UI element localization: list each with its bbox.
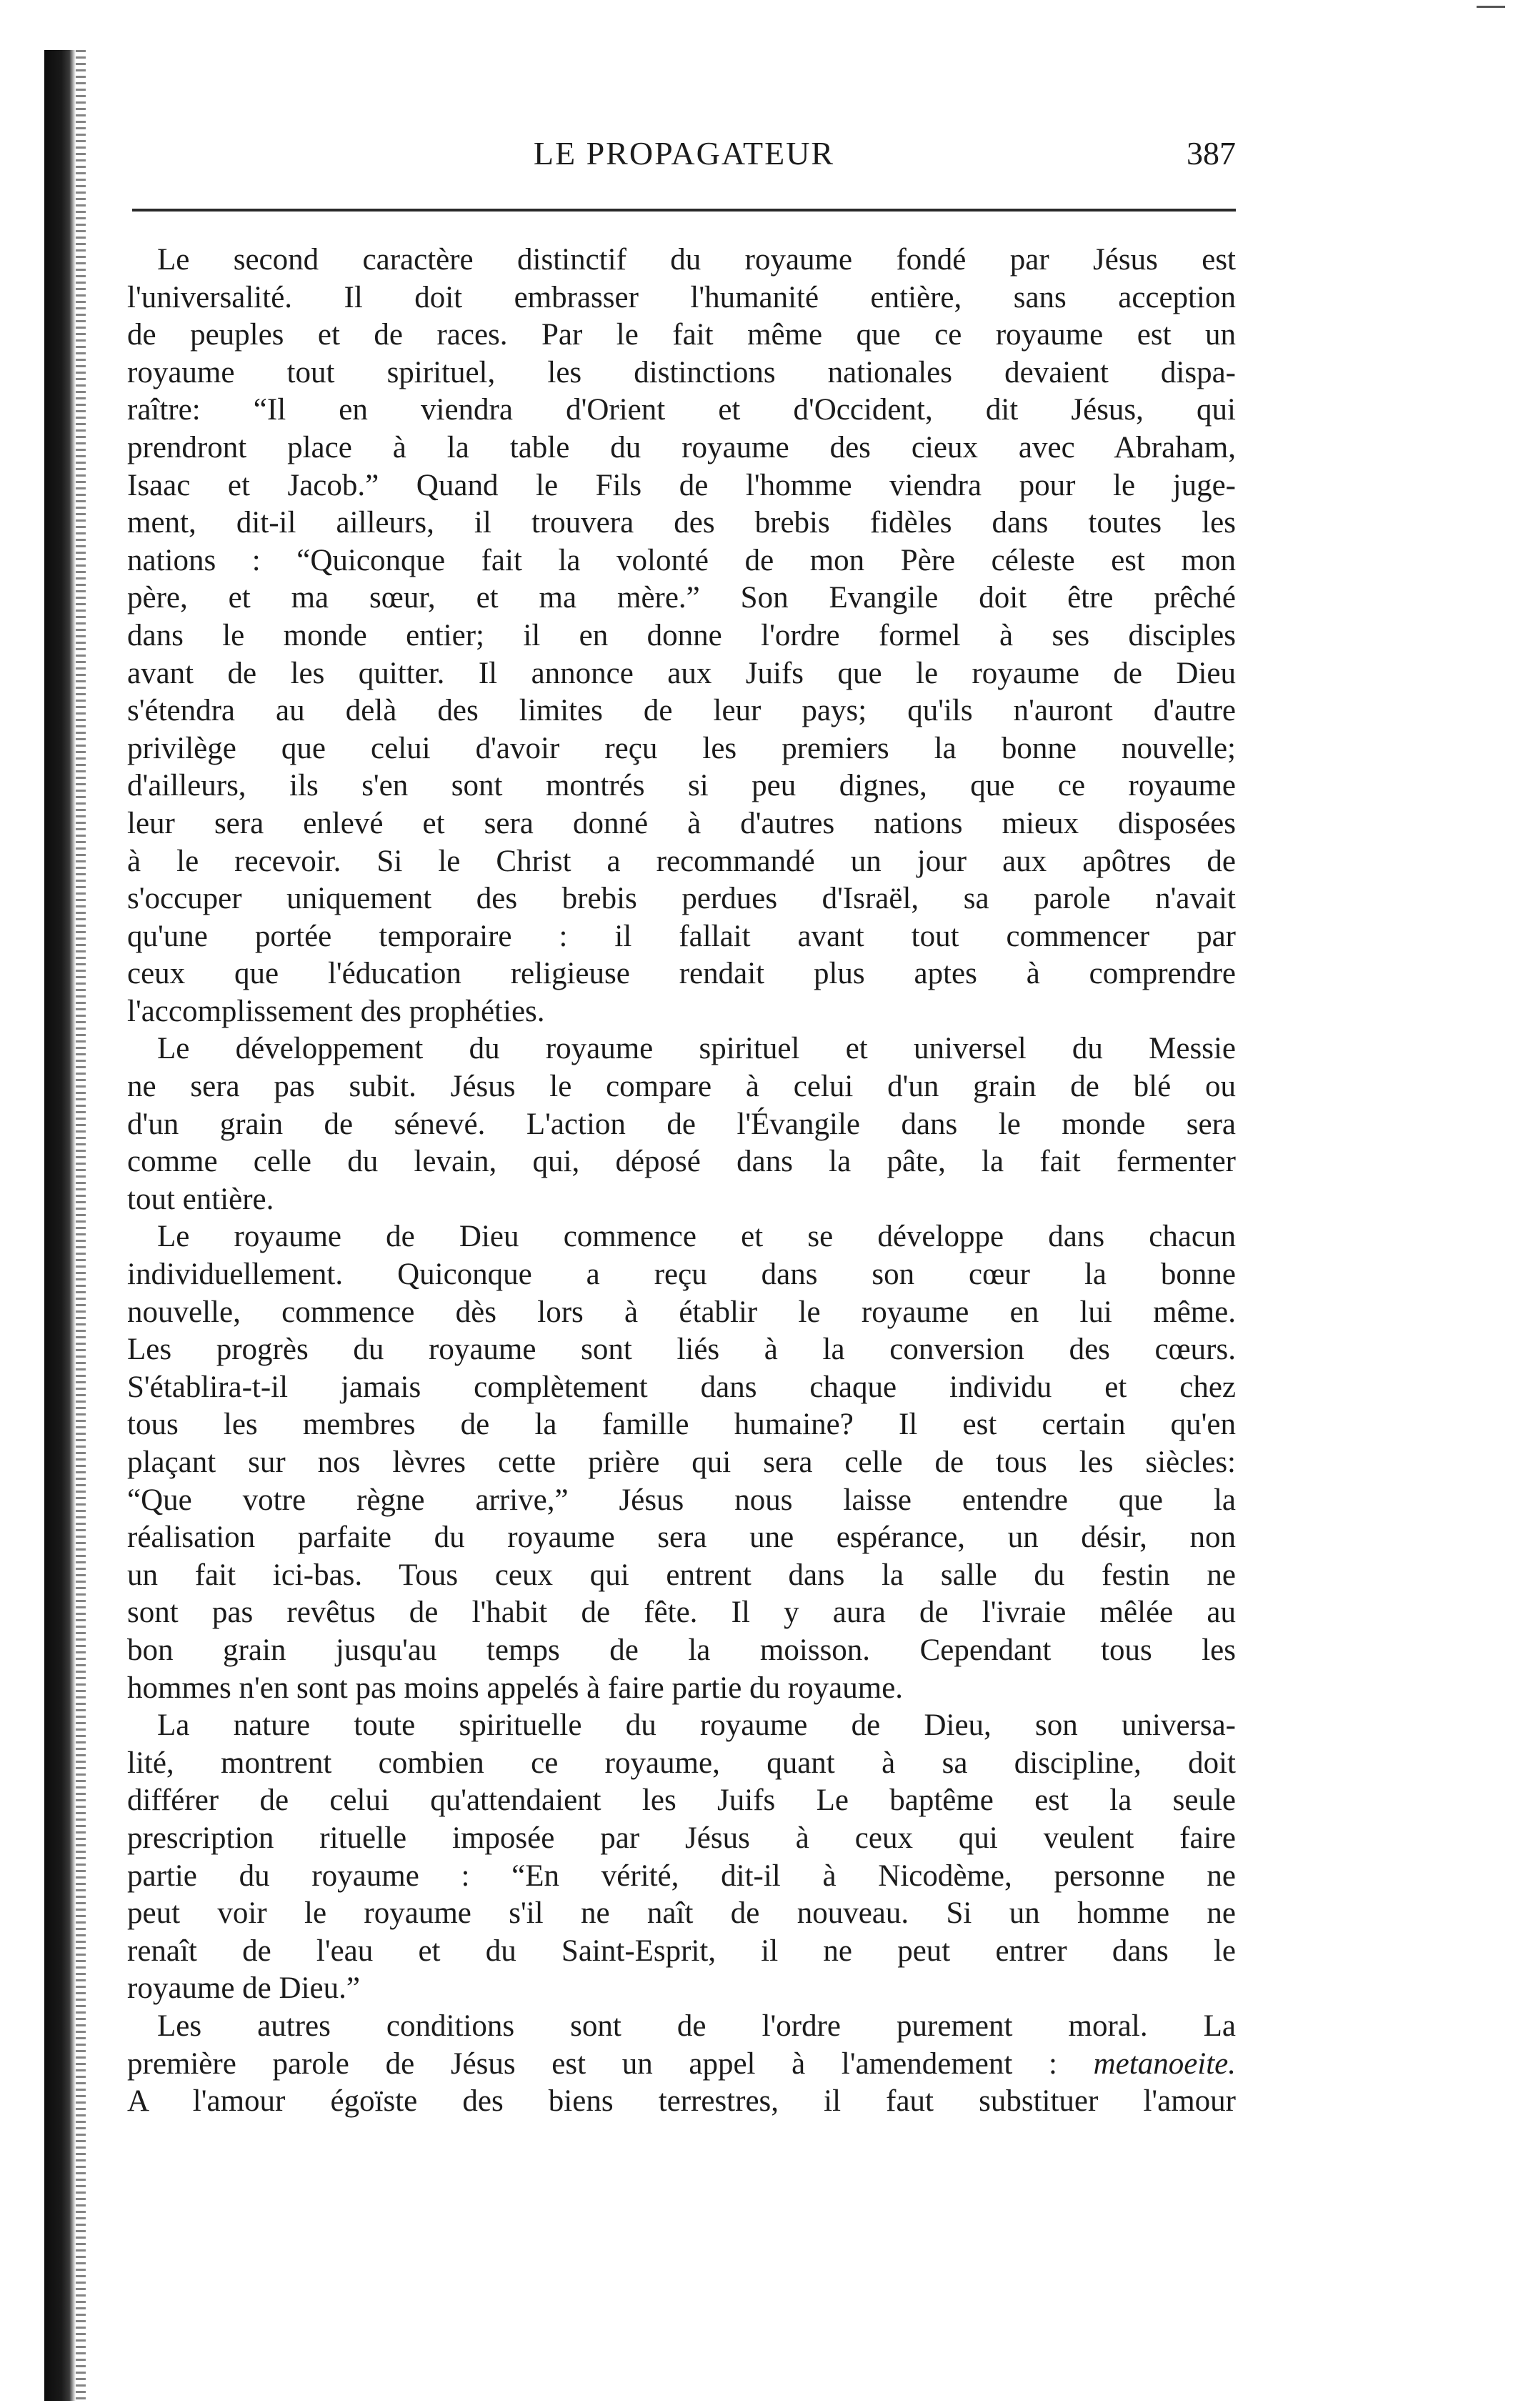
text-line: “Que votre règne arrive,” Jésus nous laisse entendre que la <box>127 1483 1236 1517</box>
text-line: individuellement. Quiconque a reçu dans son cœur la bonne <box>127 1258 1236 1292</box>
text-line: partie du royaume : “En vérité, dit-il à Nicodème, personne ne <box>127 1859 1236 1893</box>
text-line: réalisation parfaite du royaume sera une espérance, un désir, non <box>127 1521 1236 1555</box>
text-line: bon grain jusqu'au temps de la moisson. Cependant tous les <box>127 1633 1236 1667</box>
text-line: s'étendra au delà des limites de leur pays; qu'ils n'auront d'autre <box>127 694 1236 728</box>
text-line: d'un grain de sénevé. L'action de l'Évangile dans le monde sera <box>127 1107 1236 1141</box>
text-line: s'occuper uniquement des brebis perdues d'Israël, sa parole n'avait <box>127 882 1236 916</box>
text-line: ceux que l'éducation religieuse rendait plus aptes à comprendre <box>127 957 1236 991</box>
text-line: tout entière. <box>127 1182 274 1216</box>
header-rule <box>132 209 1236 212</box>
text-line: tous les membres de la famille humaine? Il est certain qu'en <box>127 1408 1236 1442</box>
text-line: l'universalité. Il doit embrasser l'humanité entière, sans acception <box>127 280 1236 314</box>
running-title: LE PROPAGATEUR <box>533 135 835 171</box>
corner-mark <box>1477 6 1505 8</box>
text-line: avant de les quitter. Il annonce aux Juifs que le royaume de Dieu <box>127 656 1236 690</box>
text-line: à le recevoir. Si le Christ a recommandé un jour aux apôtres de <box>127 844 1236 878</box>
text-line: leur sera enlevé et sera donné à d'autres nations mieux disposées <box>127 806 1236 840</box>
text-line: comme celle du levain, qui, déposé dans la pâte, la fait fermenter <box>127 1145 1236 1179</box>
text-line: dans le monde entier; il en donne l'ordre formel à ses disciples <box>127 618 1236 652</box>
page-number: 387 <box>1187 135 1236 171</box>
text-line: A l'amour égoïste des biens terrestres, il faut substituer l'amour <box>127 2084 1236 2119</box>
text-line: ment, dit-il ailleurs, il trouvera des brebis fidèles dans toutes les <box>127 506 1236 540</box>
paragraph <box>127 1030 1236 1218</box>
text-line: lité, montrent combien ce royaume, quant à sa discipline, doit <box>127 1746 1236 1780</box>
text-line: différer de celui qu'attendaient les Juifs Le baptême est la seule <box>127 1783 1236 1818</box>
paragraph <box>127 242 1236 1030</box>
text-line <box>127 2046 1236 2084</box>
text-line: plaçant sur nos lèvres cette prière qui sera celle de tous les siècles: <box>127 1446 1236 1479</box>
paragraph <box>127 1707 1236 2008</box>
text-line: Le royaume de Dieu commence et se développe dans chacun <box>157 1220 1236 1254</box>
paragraph <box>127 1218 1236 1707</box>
text-line: hommes n'en sont pas moins appelés à faire partie du royaume. <box>127 1671 904 1705</box>
text-line: qu'une portée temporaire : il fallait avant tout commencer par <box>127 919 1236 953</box>
page-header <box>132 134 1236 184</box>
text-line: prescription rituelle imposée par Jésus à ceux qui veulent faire <box>127 1821 1236 1855</box>
text-line: Les autres conditions sont de l'ordre purement moral. La <box>157 2009 1236 2043</box>
text-line: prendront place à la table du royaume des cieux avec Abraham, <box>127 430 1236 464</box>
text-line: Les progrès du royaume sont liés à la conversion des cœurs. <box>127 1333 1236 1367</box>
text-line: peut voir le royaume s'il ne naît de nouveau. Si un homme ne <box>127 1896 1236 1931</box>
body-text <box>127 242 1236 2121</box>
text-line: Le second caractère distinctif du royaume fondé par Jésus est <box>157 243 1236 277</box>
text-line: renaît de l'eau et du Saint-Esprit, il ne peut entrer dans le <box>127 1934 1236 1968</box>
text-line: de peuples et de races. Par le fait même que ce royaume est un <box>127 318 1236 352</box>
text-line: Le développement du royaume spirituel et universel du Messie <box>157 1032 1236 1066</box>
text-line: d'ailleurs, ils s'en sont montrés si peu dignes, que ce royaume <box>127 769 1236 803</box>
text-line: Isaac et Jacob.” Quand le Fils de l'homme viendra pour le juge- <box>127 468 1236 502</box>
text-line: privilège que celui d'avoir reçu les premiers la bonne nouvelle; <box>127 731 1236 765</box>
text-line: père, et ma sœur, et ma mère.” Son Evangile doit être prêché <box>127 581 1236 615</box>
text-line: sont pas revêtus de l'habit de fête. Il y aura de l'ivraie mêlée au <box>127 1596 1236 1630</box>
text-line: La nature toute spirituelle du royaume de Dieu, son universa- <box>157 1708 1236 1743</box>
text-line: royaume tout spirituel, les distinctions nationales devaient dispa- <box>127 355 1236 389</box>
text-line: l'accomplissement des prophéties. <box>127 994 545 1028</box>
text-line: nations : “Quiconque fait la volonté de mon Père céleste est mon <box>127 543 1236 577</box>
text-line: raître: “Il en viendra d'Orient et d'Occident, dit Jésus, qui <box>127 393 1236 427</box>
text-line: ne sera pas subit. Jésus le compare à celui d'un grain de blé ou <box>127 1070 1236 1104</box>
text-line: royaume de Dieu.” <box>127 1971 360 2006</box>
paragraph <box>127 2008 1236 2121</box>
text-line: nouvelle, commence dès lors à établir le royaume en lui même. <box>127 1295 1236 1329</box>
text-line: S'établira-t-il jamais complètement dans chaque individu et chez <box>127 1370 1236 1404</box>
binding-edge <box>44 50 76 2401</box>
greek-term: metanoeite. <box>1093 2046 1236 2081</box>
text-span: première parole de Jésus est un appel à l'amendement : <box>127 2046 1057 2081</box>
text-line: un fait ici-bas. Tous ceux qui entrent dans la salle du festin ne <box>127 1558 1236 1592</box>
